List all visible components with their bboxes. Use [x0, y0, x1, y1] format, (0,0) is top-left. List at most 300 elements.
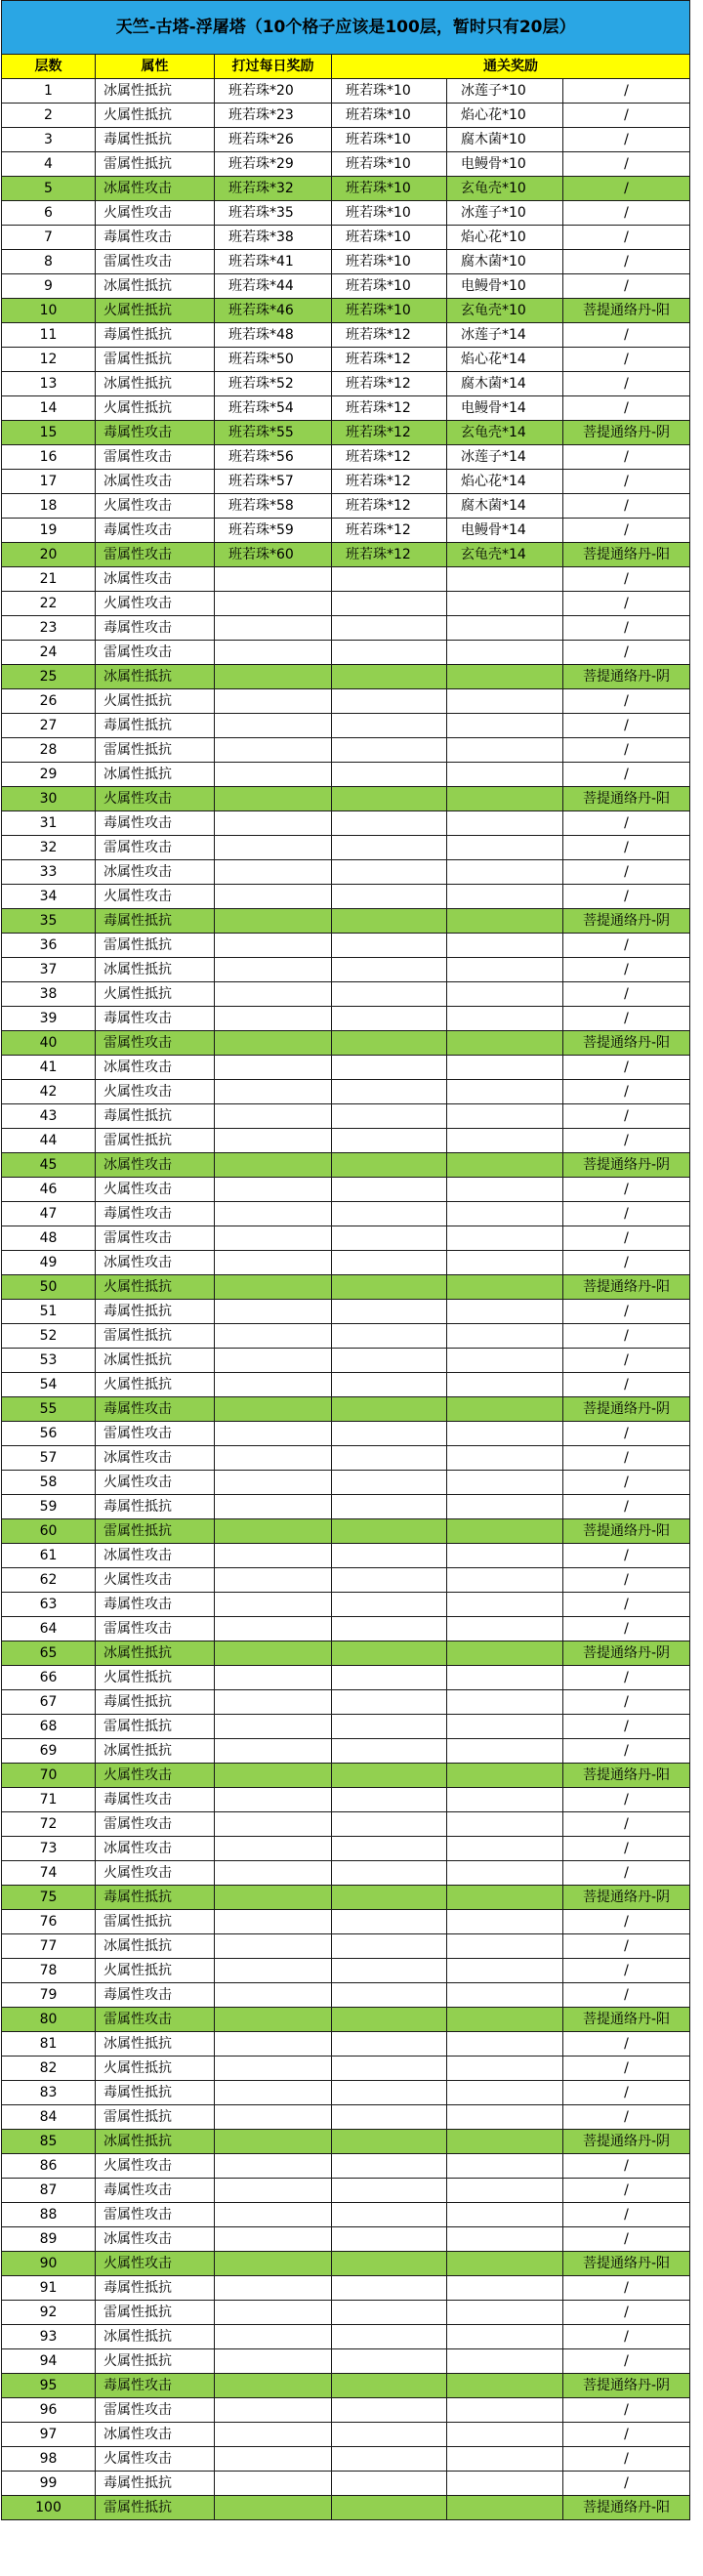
attribute-cell: 火属性抵抗	[96, 689, 215, 714]
attribute-cell: 雷属性攻击	[96, 1422, 215, 1446]
floor-cell: 52	[2, 1324, 96, 1349]
clear-reward-pearl-cell	[332, 1153, 447, 1178]
clear-reward-pill-cell: /	[563, 836, 690, 860]
clear-reward-pearl-cell	[332, 1300, 447, 1324]
floor-cell: 88	[2, 2203, 96, 2227]
clear-reward-pearl-cell	[332, 2179, 447, 2203]
clear-reward-pearl-cell: 班若珠*12	[332, 372, 447, 396]
clear-reward-pill-cell: /	[563, 1226, 690, 1251]
header-attribute: 属性	[96, 55, 215, 79]
clear-reward-pill-cell: /	[563, 201, 690, 226]
clear-reward-pearl-cell: 班若珠*12	[332, 396, 447, 421]
clear-reward-pearl-cell	[332, 1373, 447, 1397]
floor-cell: 37	[2, 958, 96, 982]
attribute-cell: 雷属性攻击	[96, 543, 215, 567]
clear-reward-pill-cell: 菩提通络丹-阳	[563, 299, 690, 323]
clear-reward-pill-cell: /	[563, 1202, 690, 1226]
attribute-cell: 毒属性攻击	[96, 1202, 215, 1226]
clear-reward-pearl-cell	[332, 1031, 447, 1056]
clear-reward-material-cell	[447, 2423, 563, 2447]
table-row	[2, 128, 690, 152]
clear-reward-material-cell	[447, 2203, 563, 2227]
clear-reward-material-cell	[447, 1129, 563, 1153]
clear-reward-material-cell	[447, 2349, 563, 2374]
clear-reward-material-cell	[447, 616, 563, 641]
clear-reward-pearl-cell	[332, 1690, 447, 1715]
floor-cell: 23	[2, 616, 96, 641]
clear-reward-material-cell	[447, 958, 563, 982]
daily-reward-cell: 班若珠*55	[215, 421, 332, 445]
floor-cell: 91	[2, 2276, 96, 2301]
clear-reward-pearl-cell	[332, 1275, 447, 1300]
attribute-cell: 火属性攻击	[96, 2154, 215, 2179]
clear-reward-pearl-cell	[332, 1519, 447, 1544]
clear-reward-pearl-cell	[332, 1202, 447, 1226]
floor-cell: 69	[2, 1739, 96, 1764]
daily-reward-cell	[215, 1764, 332, 1788]
clear-reward-pill-cell: /	[563, 396, 690, 421]
clear-reward-material-cell	[447, 2252, 563, 2276]
clear-reward-pill-cell: /	[563, 1544, 690, 1568]
daily-reward-cell	[215, 2423, 332, 2447]
table-row	[2, 763, 690, 787]
clear-reward-material-cell	[447, 1446, 563, 1471]
clear-reward-pill-cell: /	[563, 104, 690, 128]
clear-reward-pearl-cell	[332, 787, 447, 811]
daily-reward-cell	[215, 2227, 332, 2252]
clear-reward-pill-cell: /	[563, 934, 690, 958]
daily-reward-cell	[215, 2349, 332, 2374]
clear-reward-pill-cell: /	[563, 2472, 690, 2496]
clear-reward-material-cell	[447, 1837, 563, 1861]
floor-cell: 18	[2, 494, 96, 519]
clear-reward-material-cell	[447, 1324, 563, 1349]
table-row	[2, 787, 690, 811]
table-row	[2, 1617, 690, 1641]
attribute-cell: 雷属性抵抗	[96, 934, 215, 958]
clear-reward-pearl-cell: 班若珠*10	[332, 201, 447, 226]
daily-reward-cell	[215, 1934, 332, 1959]
clear-reward-pearl-cell: 班若珠*10	[332, 226, 447, 250]
clear-reward-material-cell: 腐木菌*14	[447, 372, 563, 396]
daily-reward-cell	[215, 1886, 332, 1910]
attribute-cell: 毒属性攻击	[96, 226, 215, 250]
table-row	[2, 2325, 690, 2349]
floor-cell: 79	[2, 1983, 96, 2008]
clear-reward-pearl-cell	[332, 2349, 447, 2374]
sheet-title: 天竺-古塔-浮屠塔（10个格子应该是100层，暂时只有20层）	[2, 1, 690, 55]
clear-reward-pill-cell: /	[563, 860, 690, 885]
clear-reward-pearl-cell	[332, 1104, 447, 1129]
attribute-cell: 毒属性抵抗	[96, 1300, 215, 1324]
clear-reward-pill-cell: /	[563, 2081, 690, 2105]
table-row	[2, 1007, 690, 1031]
attribute-cell: 毒属性攻击	[96, 2374, 215, 2398]
daily-reward-cell	[215, 2374, 332, 2398]
clear-reward-pill-cell: /	[563, 1080, 690, 1104]
clear-reward-material-cell: 电鳗骨*10	[447, 152, 563, 177]
daily-reward-cell	[215, 2154, 332, 2179]
clear-reward-material-cell	[447, 982, 563, 1007]
table-row	[2, 1690, 690, 1715]
clear-reward-material-cell	[447, 1251, 563, 1275]
attribute-cell: 冰属性攻击	[96, 567, 215, 592]
clear-reward-pearl-cell	[332, 1129, 447, 1153]
clear-reward-pill-cell: 菩提通络丹-阳	[563, 2008, 690, 2032]
daily-reward-cell	[215, 2032, 332, 2057]
clear-reward-pill-cell: /	[563, 738, 690, 763]
clear-reward-material-cell	[447, 2276, 563, 2301]
floor-cell: 8	[2, 250, 96, 274]
table-row	[2, 1056, 690, 1080]
daily-reward-cell: 班若珠*23	[215, 104, 332, 128]
floor-cell: 54	[2, 1373, 96, 1397]
clear-reward-pill-cell: /	[563, 1690, 690, 1715]
table-row	[2, 1934, 690, 1959]
clear-reward-pearl-cell	[332, 1324, 447, 1349]
daily-reward-cell	[215, 1519, 332, 1544]
clear-reward-material-cell: 腐木菌*14	[447, 494, 563, 519]
daily-reward-cell	[215, 2252, 332, 2276]
table-row	[2, 982, 690, 1007]
clear-reward-material-cell	[447, 592, 563, 616]
clear-reward-pearl-cell	[332, 958, 447, 982]
attribute-cell: 毒属性抵抗	[96, 2472, 215, 2496]
daily-reward-cell	[215, 1153, 332, 1178]
clear-reward-pill-cell: /	[563, 811, 690, 836]
table-row	[2, 1568, 690, 1593]
floor-cell: 89	[2, 2227, 96, 2252]
table-row	[2, 2105, 690, 2130]
table-row	[2, 1275, 690, 1300]
daily-reward-cell: 班若珠*54	[215, 396, 332, 421]
attribute-cell: 雷属性攻击	[96, 1617, 215, 1641]
clear-reward-material-cell	[447, 689, 563, 714]
clear-reward-pearl-cell	[332, 1568, 447, 1593]
attribute-cell: 毒属性抵抗	[96, 1104, 215, 1129]
floor-cell: 82	[2, 2057, 96, 2081]
attribute-cell: 火属性抵抗	[96, 1959, 215, 1983]
clear-reward-pearl-cell	[332, 885, 447, 909]
clear-reward-pearl-cell	[332, 2105, 447, 2130]
floor-cell: 43	[2, 1104, 96, 1129]
clear-reward-material-cell	[447, 1617, 563, 1641]
floor-cell: 62	[2, 1568, 96, 1593]
attribute-cell: 雷属性抵抗	[96, 2301, 215, 2325]
floor-cell: 53	[2, 1349, 96, 1373]
clear-reward-material-cell	[447, 2057, 563, 2081]
daily-reward-cell	[215, 1959, 332, 1983]
table-row	[2, 1031, 690, 1056]
floor-cell: 46	[2, 1178, 96, 1202]
attribute-cell: 冰属性攻击	[96, 2227, 215, 2252]
floor-cell: 78	[2, 1959, 96, 1983]
clear-reward-pearl-cell	[332, 592, 447, 616]
clear-reward-material-cell	[447, 1715, 563, 1739]
floor-cell: 40	[2, 1031, 96, 1056]
clear-reward-pill-cell: /	[563, 226, 690, 250]
attribute-cell: 雷属性抵抗	[96, 1519, 215, 1544]
table-row	[2, 1251, 690, 1275]
daily-reward-cell: 班若珠*20	[215, 79, 332, 104]
attribute-cell: 毒属性攻击	[96, 1788, 215, 1812]
daily-reward-cell	[215, 1202, 332, 1226]
table-row	[2, 1349, 690, 1373]
floor-cell: 16	[2, 445, 96, 470]
table-row	[2, 226, 690, 250]
floor-cell: 12	[2, 348, 96, 372]
clear-reward-material-cell	[447, 1861, 563, 1886]
table-row	[2, 348, 690, 372]
attribute-cell: 冰属性攻击	[96, 1837, 215, 1861]
clear-reward-pill-cell: /	[563, 1910, 690, 1934]
clear-reward-pill-cell: 菩提通络丹-阳	[563, 1519, 690, 1544]
clear-reward-pearl-cell	[332, 1861, 447, 1886]
clear-reward-material-cell	[447, 1593, 563, 1617]
table-row	[2, 1080, 690, 1104]
floor-cell: 50	[2, 1275, 96, 1300]
clear-reward-pearl-cell	[332, 2081, 447, 2105]
attribute-cell: 毒属性抵抗	[96, 2081, 215, 2105]
clear-reward-pearl-cell	[332, 1886, 447, 1910]
table-row	[2, 1422, 690, 1446]
floor-cell: 96	[2, 2398, 96, 2423]
daily-reward-cell	[215, 1715, 332, 1739]
daily-reward-cell	[215, 1910, 332, 1934]
floor-cell: 4	[2, 152, 96, 177]
attribute-cell: 毒属性抵抗	[96, 714, 215, 738]
attribute-cell: 雷属性抵抗	[96, 1715, 215, 1739]
clear-reward-material-cell	[447, 2301, 563, 2325]
daily-reward-cell	[215, 1275, 332, 1300]
floor-cell: 87	[2, 2179, 96, 2203]
attribute-cell: 毒属性抵抗	[96, 323, 215, 348]
daily-reward-cell	[215, 1422, 332, 1446]
table-row	[2, 2423, 690, 2447]
attribute-cell: 火属性抵抗	[96, 2349, 215, 2374]
clear-reward-pearl-cell	[332, 1788, 447, 1812]
attribute-cell: 火属性攻击	[96, 2252, 215, 2276]
attribute-cell: 火属性攻击	[96, 1568, 215, 1593]
floor-cell: 24	[2, 641, 96, 665]
clear-reward-pearl-cell: 班若珠*12	[332, 470, 447, 494]
floor-cell: 19	[2, 519, 96, 543]
clear-reward-pill-cell: /	[563, 1568, 690, 1593]
clear-reward-pearl-cell	[332, 860, 447, 885]
clear-reward-pill-cell: /	[563, 2301, 690, 2325]
daily-reward-cell	[215, 665, 332, 689]
daily-reward-cell: 班若珠*58	[215, 494, 332, 519]
clear-reward-pill-cell: 菩提通络丹-阴	[563, 421, 690, 445]
daily-reward-cell	[215, 1178, 332, 1202]
clear-reward-pearl-cell: 班若珠*12	[332, 323, 447, 348]
clear-reward-pearl-cell	[332, 2008, 447, 2032]
table-row	[2, 1300, 690, 1324]
clear-reward-pearl-cell	[332, 1764, 447, 1788]
table-row	[2, 665, 690, 689]
daily-reward-cell	[215, 1593, 332, 1617]
title-row	[2, 1, 690, 55]
clear-reward-pearl-cell	[332, 1446, 447, 1471]
daily-reward-cell	[215, 1690, 332, 1715]
clear-reward-material-cell	[447, 1202, 563, 1226]
table-row	[2, 2252, 690, 2276]
floor-cell: 75	[2, 1886, 96, 1910]
table-row	[2, 2203, 690, 2227]
clear-reward-material-cell	[447, 1031, 563, 1056]
floor-cell: 99	[2, 2472, 96, 2496]
clear-reward-pill-cell: 菩提通络丹-阳	[563, 543, 690, 567]
clear-reward-pearl-cell	[332, 1080, 447, 1104]
clear-reward-pearl-cell	[332, 738, 447, 763]
daily-reward-cell	[215, 1226, 332, 1251]
clear-reward-material-cell: 冰莲子*10	[447, 79, 563, 104]
table-row	[2, 396, 690, 421]
attribute-cell: 火属性攻击	[96, 201, 215, 226]
daily-reward-cell	[215, 909, 332, 934]
table-row	[2, 934, 690, 958]
clear-reward-pill-cell: /	[563, 1178, 690, 1202]
clear-reward-material-cell	[447, 2032, 563, 2057]
attribute-cell: 毒属性抵抗	[96, 909, 215, 934]
clear-reward-material-cell	[447, 1910, 563, 1934]
clear-reward-pill-cell: /	[563, 2105, 690, 2130]
table-row	[2, 2032, 690, 2057]
daily-reward-cell: 班若珠*46	[215, 299, 332, 323]
daily-reward-cell: 班若珠*29	[215, 152, 332, 177]
attribute-cell: 冰属性抵抗	[96, 763, 215, 787]
floor-cell: 25	[2, 665, 96, 689]
attribute-cell: 火属性抵抗	[96, 396, 215, 421]
clear-reward-pill-cell: /	[563, 2398, 690, 2423]
table-row	[2, 2301, 690, 2325]
attribute-cell: 冰属性攻击	[96, 1056, 215, 1080]
attribute-cell: 冰属性抵抗	[96, 958, 215, 982]
table-row	[2, 299, 690, 323]
clear-reward-material-cell	[447, 2154, 563, 2179]
attribute-cell: 火属性抵抗	[96, 2057, 215, 2081]
clear-reward-pearl-cell	[332, 2203, 447, 2227]
clear-reward-pill-cell: /	[563, 1251, 690, 1275]
clear-reward-pearl-cell	[332, 836, 447, 860]
clear-reward-pearl-cell	[332, 811, 447, 836]
clear-reward-material-cell	[447, 1349, 563, 1373]
clear-reward-pill-cell: /	[563, 1959, 690, 1983]
clear-reward-material-cell	[447, 1544, 563, 1568]
attribute-cell: 冰属性抵抗	[96, 372, 215, 396]
attribute-cell: 火属性攻击	[96, 1178, 215, 1202]
table-row	[2, 1129, 690, 1153]
clear-reward-pearl-cell	[332, 1007, 447, 1031]
floor-cell: 86	[2, 2154, 96, 2179]
clear-reward-material-cell	[447, 860, 563, 885]
clear-reward-pill-cell: /	[563, 2276, 690, 2301]
attribute-cell: 毒属性抵抗	[96, 2276, 215, 2301]
floor-cell: 20	[2, 543, 96, 567]
table-row	[2, 372, 690, 396]
daily-reward-cell: 班若珠*26	[215, 128, 332, 152]
attribute-cell: 冰属性攻击	[96, 1544, 215, 1568]
table-row	[2, 1959, 690, 1983]
clear-reward-pill-cell: /	[563, 152, 690, 177]
table-row	[2, 2349, 690, 2374]
clear-reward-material-cell	[447, 1471, 563, 1495]
clear-reward-pill-cell: 菩提通络丹-阴	[563, 2374, 690, 2398]
attribute-cell: 雷属性攻击	[96, 641, 215, 665]
clear-reward-pearl-cell	[332, 641, 447, 665]
daily-reward-cell: 班若珠*32	[215, 177, 332, 201]
attribute-cell: 毒属性攻击	[96, 1007, 215, 1031]
daily-reward-cell	[215, 1300, 332, 1324]
table-row	[2, 274, 690, 299]
daily-reward-cell	[215, 2301, 332, 2325]
table-row	[2, 2154, 690, 2179]
daily-reward-cell	[215, 2276, 332, 2301]
clear-reward-material-cell	[447, 738, 563, 763]
clear-reward-material-cell: 玄龟壳*10	[447, 299, 563, 323]
clear-reward-pill-cell: 菩提通络丹-阴	[563, 1641, 690, 1666]
attribute-cell: 火属性抵抗	[96, 982, 215, 1007]
daily-reward-cell	[215, 2081, 332, 2105]
clear-reward-pill-cell: /	[563, 1788, 690, 1812]
daily-reward-cell	[215, 2008, 332, 2032]
clear-reward-pearl-cell	[332, 1251, 447, 1275]
clear-reward-pill-cell: /	[563, 1812, 690, 1837]
daily-reward-cell	[215, 885, 332, 909]
clear-reward-pill-cell: /	[563, 2179, 690, 2203]
attribute-cell: 火属性抵抗	[96, 104, 215, 128]
clear-reward-material-cell	[447, 1666, 563, 1690]
clear-reward-pill-cell: 菩提通络丹-阳	[563, 2496, 690, 2520]
clear-reward-material-cell	[447, 1983, 563, 2008]
daily-reward-cell	[215, 1397, 332, 1422]
clear-reward-pearl-cell	[332, 1178, 447, 1202]
floor-cell: 92	[2, 2301, 96, 2325]
floor-cell: 85	[2, 2130, 96, 2154]
table-row	[2, 2398, 690, 2423]
clear-reward-pearl-cell	[332, 689, 447, 714]
table-row	[2, 1519, 690, 1544]
clear-reward-pearl-cell: 班若珠*10	[332, 152, 447, 177]
attribute-cell: 雷属性攻击	[96, 445, 215, 470]
table-row	[2, 909, 690, 934]
clear-reward-pearl-cell	[332, 1349, 447, 1373]
table-row	[2, 421, 690, 445]
clear-reward-pearl-cell	[332, 1641, 447, 1666]
clear-reward-material-cell	[447, 1788, 563, 1812]
attribute-cell: 火属性攻击	[96, 1764, 215, 1788]
clear-reward-material-cell	[447, 1300, 563, 1324]
table-row	[2, 1983, 690, 2008]
attribute-cell: 雷属性攻击	[96, 2008, 215, 2032]
table-row	[2, 543, 690, 567]
floor-cell: 66	[2, 1666, 96, 1690]
clear-reward-material-cell	[447, 1007, 563, 1031]
floor-cell: 84	[2, 2105, 96, 2130]
table-row	[2, 201, 690, 226]
table-row	[2, 104, 690, 128]
clear-reward-pearl-cell	[332, 1495, 447, 1519]
daily-reward-cell	[215, 1666, 332, 1690]
clear-reward-pill-cell: /	[563, 1324, 690, 1349]
clear-reward-pill-cell: 菩提通络丹-阳	[563, 1764, 690, 1788]
daily-reward-cell	[215, 689, 332, 714]
clear-reward-pill-cell: /	[563, 714, 690, 738]
clear-reward-pearl-cell	[332, 934, 447, 958]
clear-reward-pearl-cell	[332, 2032, 447, 2057]
floor-cell: 68	[2, 1715, 96, 1739]
attribute-cell: 毒属性抵抗	[96, 1690, 215, 1715]
